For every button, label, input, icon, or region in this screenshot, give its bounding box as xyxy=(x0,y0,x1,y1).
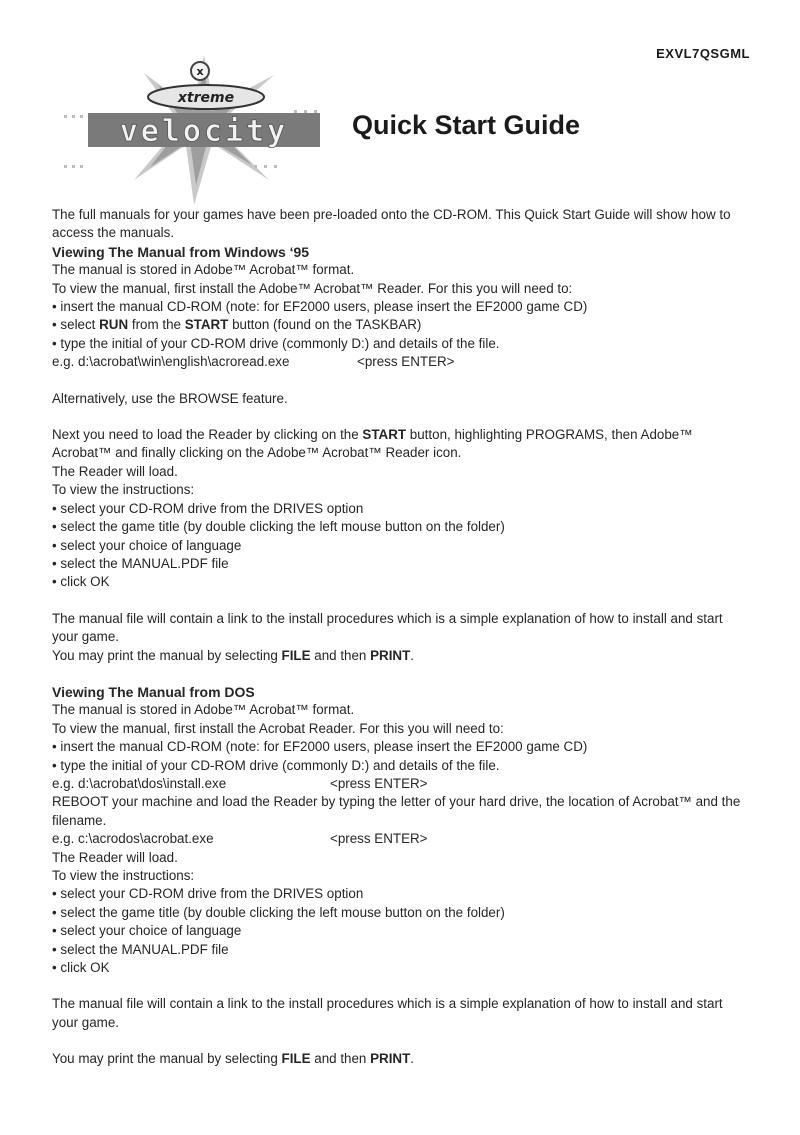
dos-reader-load: The Reader will load. xyxy=(52,849,178,865)
win-bullet-run: • select RUN from the START button (found on the TASKBAR) xyxy=(52,316,752,334)
dos-view-instructions: To view the instructions: xyxy=(52,868,195,883)
dos-install-line: To view the manual, first install the Acrobat Reader. For this you will need to: xyxy=(52,720,504,736)
win-bullet-type: • type the initial of your CD-ROM drive (commonly D:) and details of the file. xyxy=(52,335,752,353)
win-install-line: To view the manual, first install the Adobe™ Acrobat™ Reader. For this you will need to: xyxy=(52,280,573,296)
win-stored-line: The manual is stored in Adobe™ Acrobat™ format. xyxy=(52,262,355,278)
svg-text:x: x xyxy=(196,65,204,78)
windows-section-heading: Viewing The Manual from Windows ‘95 xyxy=(52,243,310,260)
dos-stored-line: The manual is stored in Adobe™ Acrobat™ format. xyxy=(52,702,355,718)
dos-step-language: • select your choice of language xyxy=(52,922,752,940)
win-view-instructions: To view the instructions: xyxy=(52,482,195,498)
dos-step-file: • select the MANUAL.PDF file xyxy=(52,941,752,959)
dos-step-title: • select the game title (by double clicking the left mouse button on the folder) xyxy=(52,904,752,922)
logo-brand-main: velocity xyxy=(119,114,289,149)
page-title: Quick Start Guide xyxy=(352,110,581,140)
win-step-ok: • click OK xyxy=(52,573,752,591)
dos-step-drive: • select your CD-ROM drive from the DRIVES option xyxy=(52,885,752,903)
win-step-file: • select the MANUAL.PDF file xyxy=(52,555,752,573)
win-load-reader-paragraph: Next you need to load the Reader by clicking on the START button, highlighting PROGRAMS, then Adobe™ Acrobat™ and finally clicking on the Adobe™ Acrobat™ Reader icon. xyxy=(52,427,693,461)
win-step-drive: • select your CD-ROM drive from the DRIVES option xyxy=(52,500,752,518)
win-step-language: • select your choice of language xyxy=(52,537,752,555)
dos-reboot-paragraph: REBOOT your machine and load the Reader by typing the letter of your hard drive, the location of Acrobat™ and the filename. xyxy=(52,794,741,828)
logo-brand-top: xtreme xyxy=(177,90,235,106)
dos-example-acrobat: e.g. c:\acrodos\acrobat.exe <press ENTER> xyxy=(52,831,428,847)
win-reader-load: The Reader will load. xyxy=(52,463,178,479)
dos-step-ok: • click OK xyxy=(52,959,752,977)
win-example-line: e.g. d:\acrobat\win\english\acroread.exe <press ENTER> xyxy=(52,354,455,370)
dos-print-line: You may print the manual by selecting FILE and then PRINT. xyxy=(52,1051,415,1067)
guide-body xyxy=(52,206,752,1069)
intro-paragraph: The full manuals for your games have been pre-loaded onto the CD-ROM. This Quick Start Guide will show how to access the manuals. xyxy=(52,207,731,241)
dos-bullet-insert: • insert the manual CD-ROM (note: for EF2000 users, please insert the EF2000 game CD) xyxy=(52,738,752,756)
win-bullet-insert: • insert the manual CD-ROM (note: for EF2000 users, please insert the EF2000 game CD) xyxy=(52,298,752,316)
dos-link-paragraph: The manual file will contain a link to the install procedures which is a simple explanation of how to install and start your game. xyxy=(52,996,723,1030)
dos-section-heading: Viewing The Manual from DOS xyxy=(52,683,255,700)
dos-bullet-type: • type the initial of your CD-ROM drive (commonly D:) and details of the file. xyxy=(52,757,752,775)
win-print-line: You may print the manual by selecting FILE and then PRINT. xyxy=(52,647,415,663)
win-link-paragraph: The manual file will contain a link to the install procedures which is a simple explanation of how to install and start your game. xyxy=(52,610,723,645)
win-browse-line: Alternatively, use the BROWSE feature. xyxy=(52,390,288,406)
document-code: EXVL7QSGML xyxy=(656,46,750,61)
dos-example-install: e.g. d:\acrobat\dos\install.exe <press ENTER> xyxy=(52,775,428,791)
xtreme-velocity-logo xyxy=(54,55,344,205)
win-step-title: • select the game title (by double clicking the left mouse button on the folder) xyxy=(52,518,752,536)
